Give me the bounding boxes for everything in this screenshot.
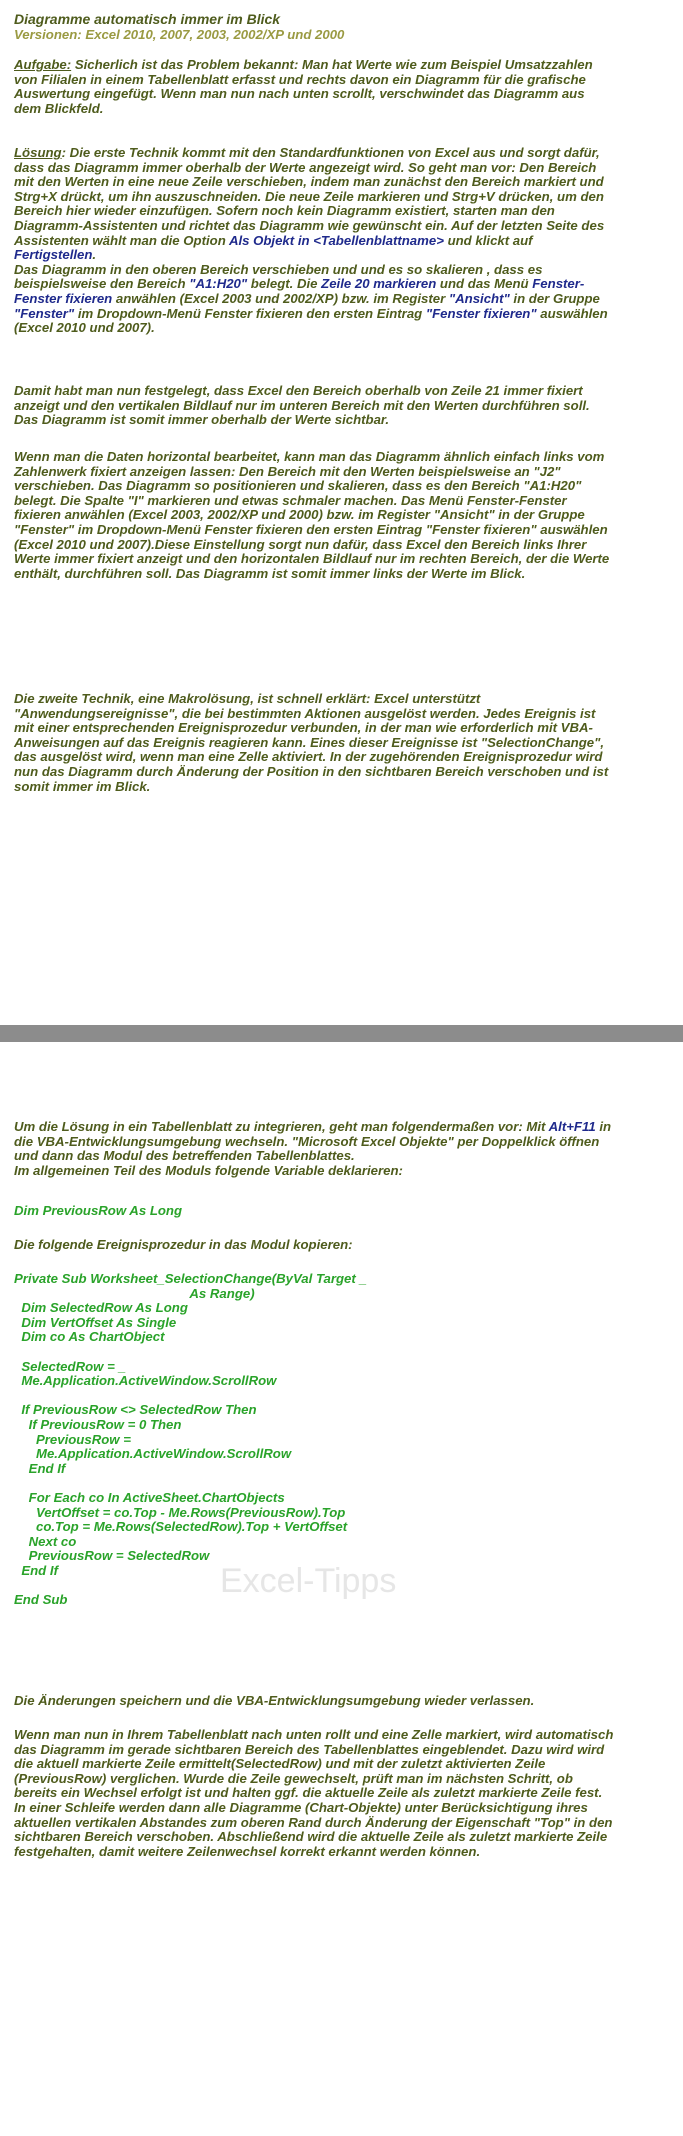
aufgabe-label: Aufgabe:	[14, 57, 72, 72]
loesung-text-2d: anwählen (Excel 2003 und 2002/XP) bzw. im Register	[112, 290, 449, 306]
document-page-1	[0, 0, 683, 1025]
paragraph-ereignisprozedur: Die folgende Ereignisprozedur in das Modul kopieren:	[14, 1237, 353, 1252]
intro-text-a: Um die Lösung in ein Tabellenblatt zu integrieren, geht man folgendermaßen vor: Mit	[14, 1119, 549, 1134]
aufgabe-text: Sicherlich ist das Problem bekannt: Man hat Werte wie zum Beispiel Umsatzzahlen von Filialen in einem Tabellenblatt erfasst und rechts davon ein Diagramm für die grafische Auswertung eingefügt. Wenn man nun nach unten scrollt, verschwindet das Diagramm aus dem Blickfeld.	[14, 57, 593, 116]
loesung-paragraph	[14, 146, 614, 336]
document-title: Diagramme automatisch immer im Blick	[14, 11, 281, 27]
gruppe-fenster: "Fenster"	[14, 305, 75, 321]
version-line: Versionen: Excel 2010, 2007, 2003, 2002/XP und 2000	[14, 27, 345, 42]
register-ansicht: "Ansicht"	[448, 290, 510, 306]
loesung-text-2e: in der Gruppe	[509, 290, 600, 306]
paragraph-integration	[14, 1120, 614, 1178]
menu-fenster-fixieren: Fenster-Fenster fixieren	[14, 276, 585, 306]
loesung-text-2a: . Das Diagramm in den oberen Bereich verschieben und und es so skalieren , dass es beispielsweise den Bereich	[14, 247, 543, 292]
option-als-objekt: Als Objekt in <Tabellenblattname>	[228, 232, 444, 248]
loesung-label: Lösung	[14, 145, 62, 160]
zeile20-markieren: Zeile 20 markieren	[321, 276, 437, 292]
code-event-procedure: Private Sub Worksheet_SelectionChange(ByVal Target _ As Range) Dim SelectedRow As Long Dim VertOffset As Single Dim co As ChartObject SelectedRow = _ Me.Application.ActiveWindow.ScrollRow If PreviousRow <> SelectedRow Then If PreviousRow = 0 Then PreviousRow = Me.Application.ActiveWindow.ScrollRow End If For Each co In ActiveSheet.ChartObjects VertOffset = co.Top - Me.Rows(PreviousRow).Top co.Top = Me.Rows(SelectedRow).Top + VertOffset Next co PreviousRow = SelectedRow End If End Sub	[14, 1271, 367, 1608]
range-a1-h20: "A1:H20"	[189, 276, 248, 292]
loesung-text-2f: im Dropdown-Menü Fenster fixieren den ersten Eintrag	[74, 305, 426, 321]
loesung-text-2b: belegt. Die	[247, 276, 322, 292]
page-separator	[0, 1025, 683, 1042]
paragraph-makroloesung: Die zweite Technik, eine Makrolösung, ist schnell erklärt: Excel unterstützt "Anwendungsereignisse", die bei bestimmten Aktionen ausgelöst werden. Jedes Ereignis ist mit einer entsprechenden Ereignisprozedur verbunden, in der man wie erforderlich mit VBA-Anweisungen auf das Ereignis reagieren kann. Eines dieser Ereignisse ist "SelectionChange", das ausgelöst wird, wenn man eine Zelle aktiviert. In der zugehörenden Ereignisprozedur wird nun das Diagramm durch Änderung der Position in den sichtbaren Bereich verschoben und ist somit immer im Blick.	[14, 691, 609, 794]
paragraph-ergebnis: Wenn man nun in Ihrem Tabellenblatt nach unten rollt und eine Zelle markiert, wird automatisch das Diagramm im gerade sichtbaren Bereich des Tabellenblattes eingeblendet. Dazu wird wird die aktuell markierte Zeile ermittelt(SelectedRow) und mit der zuletzt aktivierten Zeile (PreviousRow) verglichen. Wurde die Zeile gewechselt, prüft man im nächsten Schritt, ob bereits ein Wechsel erfolgt ist und halten ggf. die aktuelle Zeile als zuletzt markierte Zeile fest. In einer Schleife werden dann alle Diagramme (Chart-Objekte) unter Berücksichtigung ihres aktuellen vertikalen Abstandes zum oberen Rand durch Änderung der Eigenschaft "Top" in den sichtbaren Bereich verschoben. Abschließend wird die aktuelle Zeile als zuletzt markierte Zeile festgehalten, damit weitere Zeilenwechsel korrekt erkannt werden können.	[14, 1727, 614, 1859]
shortcut-alt-f11: Alt+F11	[548, 1119, 596, 1134]
aufgabe-paragraph	[14, 58, 614, 116]
loesung-text-2g: auswählen (Excel 2010 und 2007).	[14, 305, 608, 336]
paragraph-speichern: Die Änderungen speichern und die VBA-Entwicklungsumgebung wieder verlassen.	[14, 1693, 535, 1708]
fertigstellen-label: Fertigstellen	[14, 247, 93, 263]
loesung-text-2c: und das Menü	[436, 276, 533, 292]
code-variable-declaration: Dim PreviousRow As Long	[14, 1203, 183, 1218]
paragraph-horizontal: Wenn man die Daten horizontal bearbeitet, kann man das Diagramm ähnlich einfach links vom Zahlenwerk fixiert anzeigen lassen: Den Bereich mit den Werten beispielsweise an "J2" verschieben. Das Diagramm so positionieren und skalieren, dass es den Bereich "A1:H20" belegt. Die Spalte "I" markieren und etwas schmaler machen. Das Menü Fenster-Fenster fixieren anwählen (Excel 2003, 2002/XP und 2000) bzw. im Register "Ansicht" in der Gruppe "Fenster" im Dropdown-Menü Fenster fixieren den ersten Eintrag "Fenster fixieren" auswählen (Excel 2010 und 2007).Diese Einstellung sorgt nun dafür, dass Excel den Bereich links Ihrer Werte immer fixiert anzeigt und den horizontalen Bildlauf nur im rechten Bereich, der die Werte enthält, durchführen soll. Das Diagramm ist somit immer links der Werte im Blick.	[14, 449, 610, 581]
eintrag-fenster-fixieren: "Fenster fixieren"	[425, 305, 537, 321]
paragraph-zeile21: Damit habt man nun festgelegt, dass Excel den Bereich oberhalb von Zeile 21 immer fixiert anzeigt und den vertikalen Bildlauf nur im unteren Bereich mit den Werten durchführen soll. Das Diagramm ist somit immer oberhalb der Werte sichtbar.	[14, 383, 590, 428]
intro-text-b: in die VBA-Entwicklungsumgebung wechseln. "Microsoft Excel Objekte" per Doppelklick öffnen und dann das Modul des betreffenden Tabellenblattes. Im allgemeinen Teil des Moduls folgende Variable deklarieren:	[14, 1119, 612, 1178]
watermark-text: Excel-Tipps	[220, 1562, 397, 1600]
loesung-text-1: : Die erste Technik kommt mit den Standardfunktionen von Excel aus und sorgt dafür, dass das Diagramm immer oberhalb der Werte angezeigt wird. So geht man vor: Den Bereich mit den Werten in eine neue Zeile verschieben, indem man zunächst den Bereich markiert und Strg+X drückt, um ihn auszuschneiden. Die neue Zeile markieren und Strg+V drücken, um den Bereich hier wieder einzufügen. Sofern noch kein Diagramm existiert, starten man den Diagramm-Assistenten und richtet das Diagramm wie gewünscht ein. Auf der letzten Seite des Assistenten wählt man die Option	[14, 145, 605, 248]
loesung-text-1b: und klickt auf	[443, 232, 533, 248]
